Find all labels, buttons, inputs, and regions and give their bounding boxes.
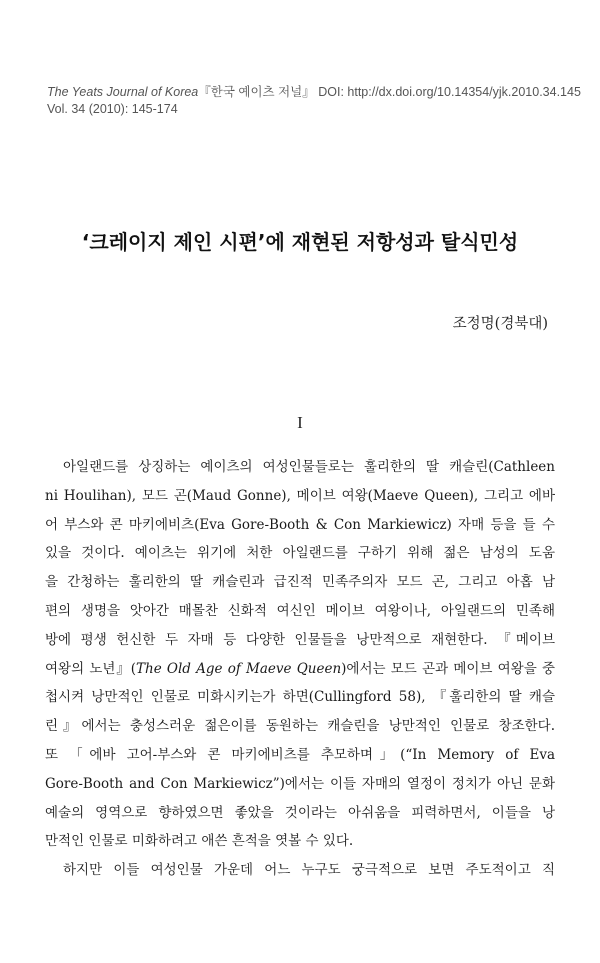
- body-line: 아일랜드를 상징하는 예이츠의 여성인물들로는 훌리한의 딸 캐슬린(Cathleen: [63, 459, 555, 475]
- section-heading: I: [297, 413, 303, 432]
- body-line-text: )에서는 모드 곤과 메이브 여왕을 중: [341, 660, 555, 677]
- body-line: 하지만 이들 여성인물 가운데 어느 누구도 궁극적으로 보면 주도적이고 직: [63, 862, 555, 879]
- body-paragraphs: [45, 453, 555, 885]
- body-line: 첩시켜 낭만적인 인물로 미화시키는가 하면(Cullingford 58), 『훌리한의 딸 캐슬: [45, 689, 555, 706]
- italic-work-title: The Old Age of Maeve Queen: [136, 660, 342, 677]
- body-line: 편의 생명을 앗아간 매몰찬 신화적 여신인 메이브 여왕이나, 아일랜드의 민족해: [45, 602, 555, 619]
- author-affiliation: 조정명(경북대): [452, 316, 548, 332]
- body-line: 또 「에바 고어-부스와 콘 마키에비츠를 추모하며」(“In Memory of Eva: [45, 746, 555, 763]
- body-line: 방에 평생 헌신한 두 자매 등 다양한 인물들을 낭만적으로 재현한다. 『메이브: [45, 631, 555, 648]
- journal-header: [47, 84, 581, 118]
- body-line: Gore-Booth and Con Markiewicz”)에서는 이들 자매의 열정이 정치가 아닌 문화: [45, 775, 555, 792]
- journal-title-english: The Yeats Journal of Korea: [47, 85, 199, 99]
- volume-info: Vol. 34 (2010): 145-174: [47, 102, 178, 116]
- body-line: 어 부스와 콘 마키에비츠(Eva Gore-Booth & Con Markiewicz) 자매 등을 들 수: [45, 516, 555, 533]
- doi-link[interactable]: DOI: http://dx.doi.org/10.14354/yjk.2010.34.145: [318, 85, 581, 99]
- body-line: 을 간청하는 훌리한의 딸 캐슬린과 급진적 민족주의자 모드 곤, 그리고 아홉 남: [45, 574, 555, 591]
- journal-citation-line: [47, 84, 581, 101]
- body-line: 있을 것이다. 예이츠는 위기에 처한 아일랜드를 구하기 위해 젊은 남성의 도움: [45, 545, 555, 562]
- article-title: ‘크레이지 제인 시편’에 재현된 저항성과 탈식민성: [81, 230, 519, 254]
- body-line: 린』에서는 충성스러운 젊은이를 동원하는 캐슬린을 낭만적인 인물로 창조한다.: [45, 718, 555, 735]
- journal-title-korean: 『한국 예이츠 저널』: [198, 85, 315, 99]
- body-line: ni Houlihan), 모드 곤(Maud Gonne), 메이브 여왕(Maeve Queen), 그리고 에바: [45, 487, 555, 504]
- body-line: 만적인 인물로 미화하려고 애쓴 흔적을 엿볼 수 있다.: [45, 833, 354, 850]
- body-line-text: 여왕의 노년』(: [45, 660, 136, 677]
- body-line: 예술의 영역으로 향하였으면 좋았을 것이라는 아쉬움을 피력하면서, 이들을 낭: [45, 804, 555, 821]
- body-line: [45, 655, 555, 684]
